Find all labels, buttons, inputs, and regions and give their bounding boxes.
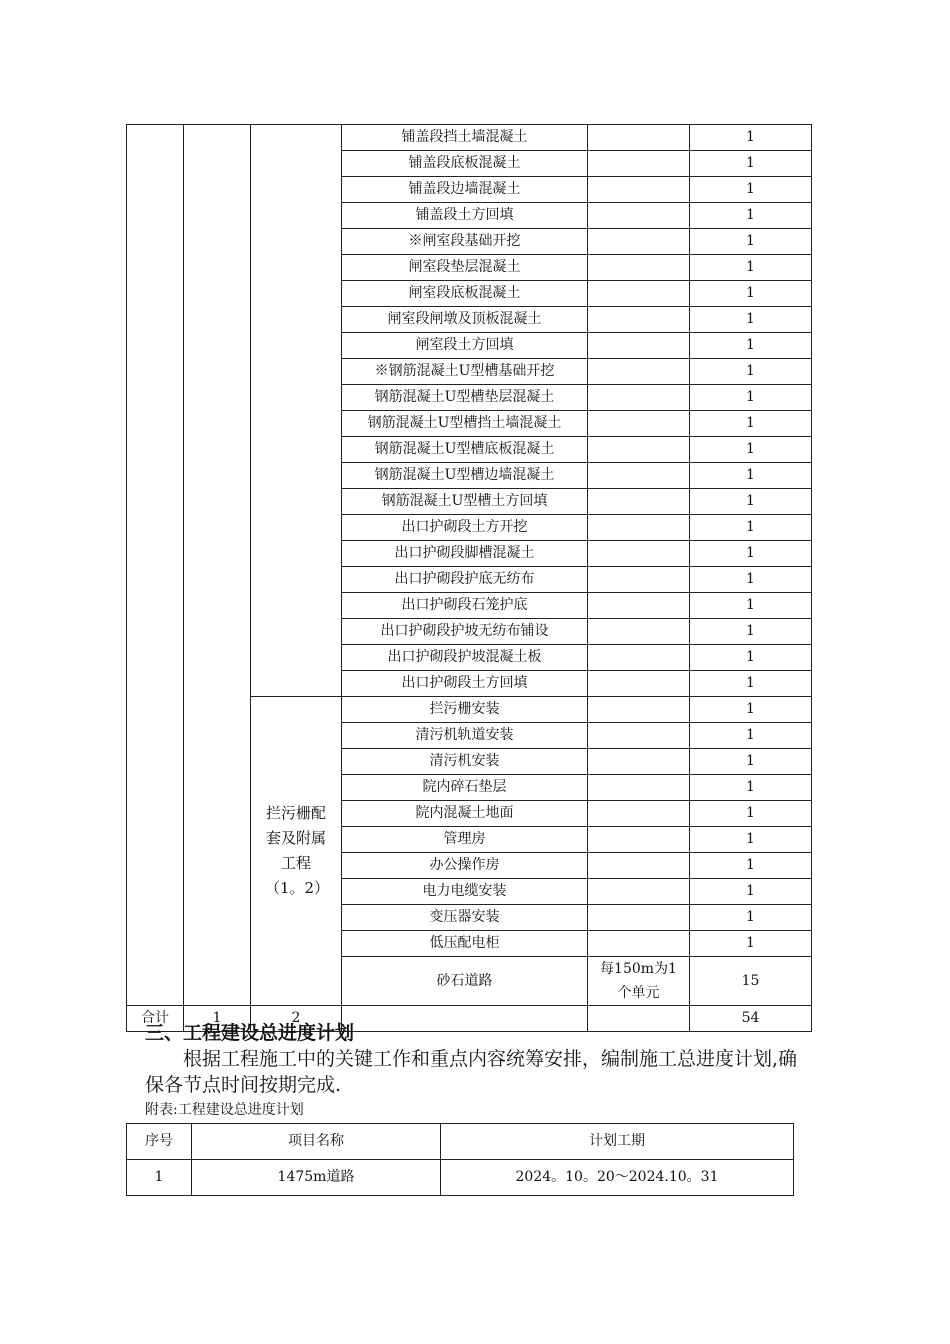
schedule-header-row <box>127 1124 794 1160</box>
count-cell: 1 <box>690 827 812 853</box>
subcategory-cell <box>184 125 251 1006</box>
total-cell <box>342 1006 588 1032</box>
count-cell: 1 <box>690 645 812 671</box>
item-name-cell: 出口护砌段土方开挖 <box>342 515 588 541</box>
count-cell: 1 <box>690 463 812 489</box>
count-cell: 1 <box>690 203 812 229</box>
schedule-cell: 2024。10。20～2024.10。31 <box>441 1160 794 1196</box>
item-name-cell: 铺盖段底板混凝土 <box>342 151 588 177</box>
appendix-caption: 附表:工程建设总进度计划 <box>145 1102 304 1118</box>
item-name-cell: 钢筋混凝土U型槽土方回填 <box>342 489 588 515</box>
count-cell: 1 <box>690 255 812 281</box>
header-cell: 计划工期 <box>441 1124 794 1160</box>
work-breakdown-table <box>126 124 812 1032</box>
unit-cell <box>588 827 690 853</box>
unit-cell <box>588 879 690 905</box>
group-label-cell: 拦污栅配套及附属工程（1。2） <box>251 697 342 1006</box>
count-cell: 1 <box>690 801 812 827</box>
count-cell: 1 <box>690 879 812 905</box>
count-cell: 1 <box>690 411 812 437</box>
item-name-cell: 院内碎石垫层 <box>342 775 588 801</box>
count-cell: 1 <box>690 723 812 749</box>
unit-cell <box>588 359 690 385</box>
item-name-cell: 出口护砌段脚槽混凝土 <box>342 541 588 567</box>
unit-cell <box>588 203 690 229</box>
item-name-cell: 出口护砌段土方回填 <box>342 671 588 697</box>
unit-cell <box>588 801 690 827</box>
unit-cell <box>588 229 690 255</box>
unit-cell <box>588 541 690 567</box>
item-name-cell: 拦污栅安装 <box>342 697 588 723</box>
group-cell <box>251 125 342 697</box>
unit-cell <box>588 515 690 541</box>
schedule-row <box>127 1160 794 1196</box>
item-name-cell: 钢筋混凝土U型槽挡土墙混凝土 <box>342 411 588 437</box>
count-cell: 1 <box>690 541 812 567</box>
item-name-cell: 铺盖段边墙混凝土 <box>342 177 588 203</box>
count-cell: 1 <box>690 905 812 931</box>
unit-cell <box>588 619 690 645</box>
count-cell: 1 <box>690 177 812 203</box>
unit-cell <box>588 489 690 515</box>
unit-cell <box>588 333 690 359</box>
unit-cell <box>588 775 690 801</box>
unit-cell <box>588 593 690 619</box>
item-name-cell: 钢筋混凝土U型槽底板混凝土 <box>342 437 588 463</box>
count-cell: 1 <box>690 125 812 151</box>
unit-cell <box>588 905 690 931</box>
item-name-cell: 出口护砌段护坡无纺布铺设 <box>342 619 588 645</box>
total-cell: 2 <box>251 1006 342 1032</box>
section-body-paragraph: 根据工程施工中的关键工作和重点内容统筹安排，编制施工总进度计划,确保各节点时间按期完成. <box>145 1048 798 1096</box>
item-name-cell: 出口护砌段石笼护底 <box>342 593 588 619</box>
item-name-cell: 砂石道路 <box>342 957 588 1006</box>
category-cell <box>127 125 184 1006</box>
item-name-cell: 电力电缆安装 <box>342 879 588 905</box>
item-name-cell: 出口护砌段护底无纺布 <box>342 567 588 593</box>
unit-cell <box>588 567 690 593</box>
item-name-cell: 清污机安装 <box>342 749 588 775</box>
unit-cell <box>588 931 690 957</box>
count-cell: 1 <box>690 749 812 775</box>
unit-cell <box>588 151 690 177</box>
count-cell: 1 <box>690 307 812 333</box>
unit-cell <box>588 645 690 671</box>
item-name-cell: 闸室段闸墩及顶板混凝土 <box>342 307 588 333</box>
count-cell: 1 <box>690 697 812 723</box>
unit-cell <box>588 671 690 697</box>
count-cell: 15 <box>690 957 812 1006</box>
total-cell: 合计 <box>127 1006 184 1032</box>
item-name-cell: ※闸室段基础开挖 <box>342 229 588 255</box>
count-cell: 1 <box>690 931 812 957</box>
total-cell: 54 <box>690 1006 812 1032</box>
item-name-cell: 铺盖段土方回填 <box>342 203 588 229</box>
schedule-cell: 1 <box>127 1160 192 1196</box>
unit-cell <box>588 177 690 203</box>
unit-cell <box>588 385 690 411</box>
count-cell: 1 <box>690 593 812 619</box>
count-cell: 1 <box>690 567 812 593</box>
unit-cell <box>588 697 690 723</box>
schedule-cell: 1475m道路 <box>192 1160 441 1196</box>
unit-cell <box>588 125 690 151</box>
count-cell: 1 <box>690 151 812 177</box>
unit-cell <box>588 437 690 463</box>
count-cell: 1 <box>690 489 812 515</box>
count-cell: 1 <box>690 437 812 463</box>
unit-cell <box>588 281 690 307</box>
count-cell: 1 <box>690 515 812 541</box>
schedule-table <box>126 1123 794 1196</box>
count-cell: 1 <box>690 671 812 697</box>
total-cell <box>588 1006 690 1032</box>
unit-cell <box>588 307 690 333</box>
item-name-cell: 闸室段底板混凝土 <box>342 281 588 307</box>
header-cell: 序号 <box>127 1124 192 1160</box>
unit-cell <box>588 749 690 775</box>
item-name-cell: 清污机轨道安装 <box>342 723 588 749</box>
item-name-cell: ※钢筋混凝土U型槽基础开挖 <box>342 359 588 385</box>
count-cell: 1 <box>690 853 812 879</box>
count-cell: 1 <box>690 359 812 385</box>
item-name-cell: 出口护砌段护坡混凝土板 <box>342 645 588 671</box>
count-cell: 1 <box>690 333 812 359</box>
section-heading: 三、工程建设总进度计划 <box>145 1022 355 1044</box>
total-cell: 1 <box>184 1006 251 1032</box>
unit-cell <box>588 463 690 489</box>
count-cell: 1 <box>690 619 812 645</box>
item-name-cell: 闸室段土方回填 <box>342 333 588 359</box>
item-name-cell: 办公操作房 <box>342 853 588 879</box>
unit-cell <box>588 853 690 879</box>
item-name-cell: 铺盖段挡土墙混凝土 <box>342 125 588 151</box>
count-cell: 1 <box>690 385 812 411</box>
count-cell: 1 <box>690 281 812 307</box>
header-cell: 项目名称 <box>192 1124 441 1160</box>
item-name-cell: 变压器安装 <box>342 905 588 931</box>
item-name-cell: 院内混凝土地面 <box>342 801 588 827</box>
item-name-cell: 钢筋混凝土U型槽边墙混凝土 <box>342 463 588 489</box>
item-name-cell: 闸室段垫层混凝土 <box>342 255 588 281</box>
unit-cell: 每150m为1个单元 <box>588 957 690 1006</box>
count-cell: 1 <box>690 229 812 255</box>
unit-cell <box>588 411 690 437</box>
table-row <box>127 125 812 151</box>
item-name-cell: 钢筋混凝土U型槽垫层混凝土 <box>342 385 588 411</box>
count-cell: 1 <box>690 775 812 801</box>
item-name-cell: 低压配电柜 <box>342 931 588 957</box>
unit-cell <box>588 723 690 749</box>
unit-cell <box>588 255 690 281</box>
item-name-cell: 管理房 <box>342 827 588 853</box>
